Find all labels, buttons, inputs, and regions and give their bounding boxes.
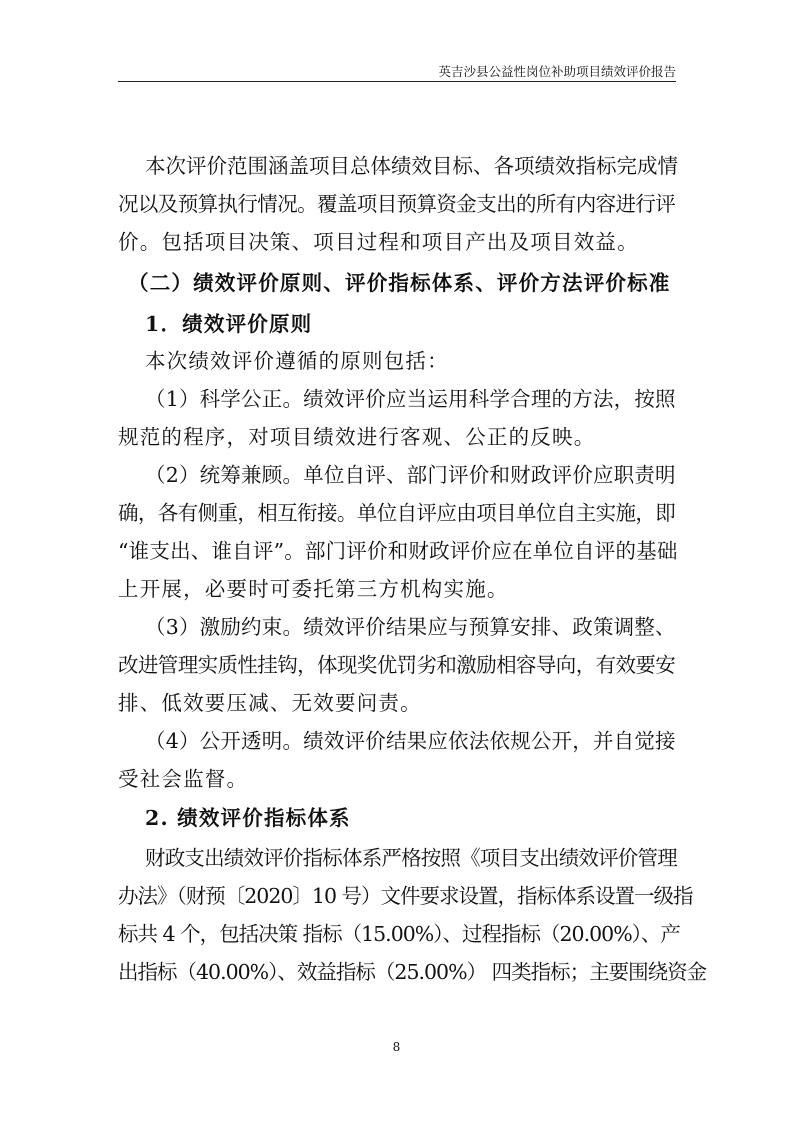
paragraph-line: 确，各有侧重，相互衔接。单位自评应由项目单位自主实施，即: [118, 501, 676, 525]
paragraph-line: 排、低效要压减、无效要问责。: [118, 691, 422, 715]
subsection-heading: 1．绩效评价原则: [145, 312, 313, 336]
paragraph-line: 规范的程序，对项目绩效进行客观、公正的反映。: [118, 425, 596, 449]
paragraph-line: 办法》（财预〔2020〕10 号）文件要求设置，指标体系设置一级指: [118, 884, 693, 908]
paragraph-line: “谁支出、谁自评”。部门评价和财政评价应在单位自评的基础: [118, 539, 678, 563]
paragraph-line: 本次绩效评价遵循的原则包括：: [145, 349, 449, 373]
paragraph-line: （2）统筹兼顾。单位自评、部门评价和财政评价应职责明: [145, 463, 676, 487]
paragraph-line: （3）激励约束。绩效评价结果应与预算安排、政策调整、: [145, 615, 676, 639]
paragraph-line: 受社会监督。: [118, 767, 249, 791]
paragraph-line: （4）公开透明。绩效评价结果应依法依规公开，并自觉接: [145, 729, 676, 753]
paragraph-line: 改进管理实质性挂钩，体现奖优罚劣和激励相容导向，有效要安: [118, 653, 676, 677]
paragraph-line: 上开展，必要时可委托第三方机构实施。: [118, 577, 509, 601]
paragraph-line: 本次评价范围涵盖项目总体绩效目标、各项绩效指标完成情: [145, 154, 678, 178]
paragraph-line: 标共 4 个，包括决策 指标（15.00%）、过程指标（20.00%）、产: [118, 922, 680, 946]
paragraph-line: 况以及预算执行情况。覆盖项目预算资金支出的所有内容进行评: [118, 192, 676, 216]
header-rule: [118, 81, 676, 82]
section-heading: （二）绩效评价原则、评价指标体系、评价方法评价标准: [128, 271, 671, 295]
page-number: 8: [392, 1040, 401, 1054]
paragraph-line: 价。包括项目决策、项目过程和项目产出及项目效益。: [118, 230, 639, 254]
paragraph-line: 出指标（40.00%）、效益指标（25.00%） 四类指标；主要围绕资金: [118, 960, 707, 984]
paragraph-line: （1）科学公正。绩效评价应当运用科学合理的方法，按照: [145, 387, 676, 411]
paragraph-line: 财政支出绩效评价指标体系严格按照《项目支出绩效评价管理: [145, 846, 677, 870]
subsection-heading: 2. 绩效评价指标体系: [145, 806, 351, 830]
running-header: 英吉沙县公益性岗位补助项目绩效评价报告: [438, 64, 676, 79]
